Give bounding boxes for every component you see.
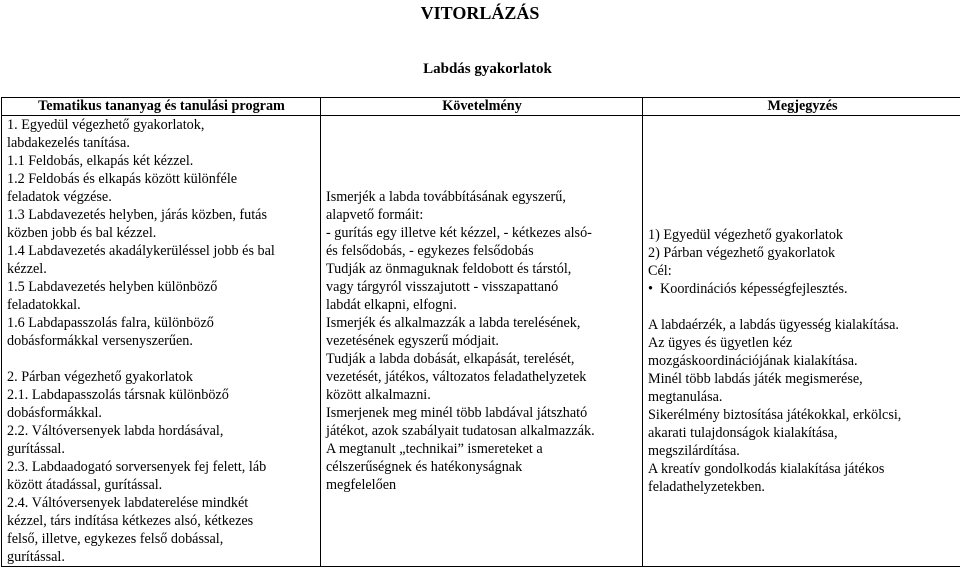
topic-line: 1.6 Labdapasszolás falra, különböző	[7, 315, 214, 331]
note-line: megtanulása.	[648, 389, 723, 405]
topic-line: 1.5 Labdavezetés helyben különböző	[7, 279, 218, 295]
note-line: feladathelyzetekben.	[648, 479, 765, 495]
topic-line: közben jobb és bal kézzel.	[7, 225, 157, 241]
curriculum-table	[1, 97, 960, 567]
requirement-line: Ismerjenek meg minél több labdával játszható	[326, 405, 588, 421]
topic-line: gurítással.	[7, 441, 65, 457]
topic-line: feladatokkal.	[7, 297, 81, 313]
topic-line: dobásformákkal versenyszerűen.	[7, 333, 193, 349]
requirement-cell	[321, 116, 643, 567]
requirement-line: Tudják az önmaguknak feldobott és társtól,	[326, 261, 572, 277]
topic-line: feladatok végzése.	[7, 189, 112, 205]
note-line: Sikerélmény biztosítása játékokkal, erkölcsi,	[648, 407, 902, 423]
document-subtitle: Labdás gyakorlatok	[423, 61, 552, 77]
requirement-line: labdát elkapni, elfogni.	[326, 297, 457, 313]
requirement-line: vezetésének egyszerű módjait.	[326, 333, 499, 349]
requirement-line: célszerűségnek és hatékonyságnak	[326, 459, 523, 475]
topic-line: 1.3 Labdavezetés helyben, járás közben, futás	[7, 207, 267, 223]
requirement-line: vezetését, játékos, változatos feladathelyzetek	[326, 369, 587, 385]
topic-line: 1.4 Labdavezetés akadálykerüléssel jobb és bal	[7, 243, 275, 259]
requirement-line: Ismerjék és alkalmazzák a labda terelésének,	[326, 315, 581, 331]
header-note: Megjegyzés	[643, 98, 960, 116]
requirement-line: vagy tárgyról visszajutott - visszapattanó	[326, 279, 559, 295]
bullet-icon: •	[648, 281, 653, 297]
header-requirement: Követelmény	[321, 98, 643, 116]
note-line: Minél több labdás játék megismerése,	[648, 371, 863, 387]
topic-line: 2. Párban végezhető gyakorlatok	[7, 369, 193, 385]
topic-line: felső, illetve, egykezes felső dobással,	[7, 531, 224, 547]
note-line: A kreatív gondolkodás kialakítása játékos	[648, 461, 885, 477]
note-line: akarati tulajdonságok kialakítása,	[648, 425, 838, 441]
requirement-line: Tudják a labda dobását, elkapását, terelését,	[326, 351, 575, 367]
note-line: Az ügyes és ügyetlen kéz	[648, 335, 793, 351]
note-line	[648, 298, 957, 316]
note-cell	[643, 116, 960, 567]
topic-line: gurítással.	[7, 549, 65, 565]
requirement-line: alapvető formáit:	[326, 207, 424, 223]
requirement-line: játékot, azok szabályait tudatosan alkalmazzák.	[326, 423, 595, 439]
topic-line: 1.2 Feldobás és elkapás között különféle	[7, 171, 238, 187]
note-bullet-text: Koordinációs képességfejlesztés.	[660, 281, 848, 297]
note-line: A labdaérzék, a labdás ügyesség kialakítása.	[648, 317, 899, 333]
note-line: 1) Egyedül végezhető gyakorlatok	[648, 227, 844, 243]
requirement-line: között alkalmazni.	[326, 387, 431, 403]
topic-line: között átadással, gurítással.	[7, 477, 163, 493]
requirement-line: Ismerjék a labda továbbításának egyszerű,	[326, 189, 566, 205]
note-line: 2) Párban végezhető gyakorlatok	[648, 245, 836, 261]
requirement-line: és felsődobás, - egykezes felsődobás	[326, 243, 534, 259]
requirement-line: A megtanult „technikai” ismereteket a	[326, 441, 543, 457]
topic-line: 1. Egyedül végezhető gyakorlatok,	[7, 117, 205, 133]
note-bullet-item	[648, 280, 957, 298]
note-line: megszilárdítása.	[648, 443, 740, 459]
topic-line	[7, 350, 316, 368]
topic-line: 2.4. Váltóversenyek labdaterelése mindkét	[7, 495, 249, 511]
header-topic: Tematikus tananyag és tanulási program	[2, 98, 321, 116]
topic-line: 2.1. Labdapasszolás társnak különböző	[7, 387, 229, 403]
topic-line: kézzel, társ indítása kétkezes alsó, kétkezes	[7, 513, 254, 529]
topic-line: 2.2. Váltóversenyek labda hordásával,	[7, 423, 224, 439]
note-line: mozgáskoordinációjának kialakítása.	[648, 353, 858, 369]
requirement-line: - gurítás egy illetve két kézzel, - kétkezes alsó-	[326, 225, 592, 241]
topic-line: 2.3. Labdaadogató sorversenyek fej felett, láb	[7, 459, 267, 475]
requirement-line: megfelelően	[326, 477, 397, 493]
note-line: Cél:	[648, 263, 672, 279]
table-row	[2, 116, 960, 567]
topic-line: dobásformákkal.	[7, 405, 102, 421]
document-title: VITORLÁZÁS	[420, 3, 540, 23]
topic-line: 1.1 Feldobás, elkapás két kézzel.	[7, 153, 194, 169]
topic-cell	[2, 116, 321, 567]
table-header-row	[2, 98, 960, 116]
topic-line: labdakezelés tanítása.	[7, 135, 130, 151]
topic-line: kézzel.	[7, 261, 47, 277]
